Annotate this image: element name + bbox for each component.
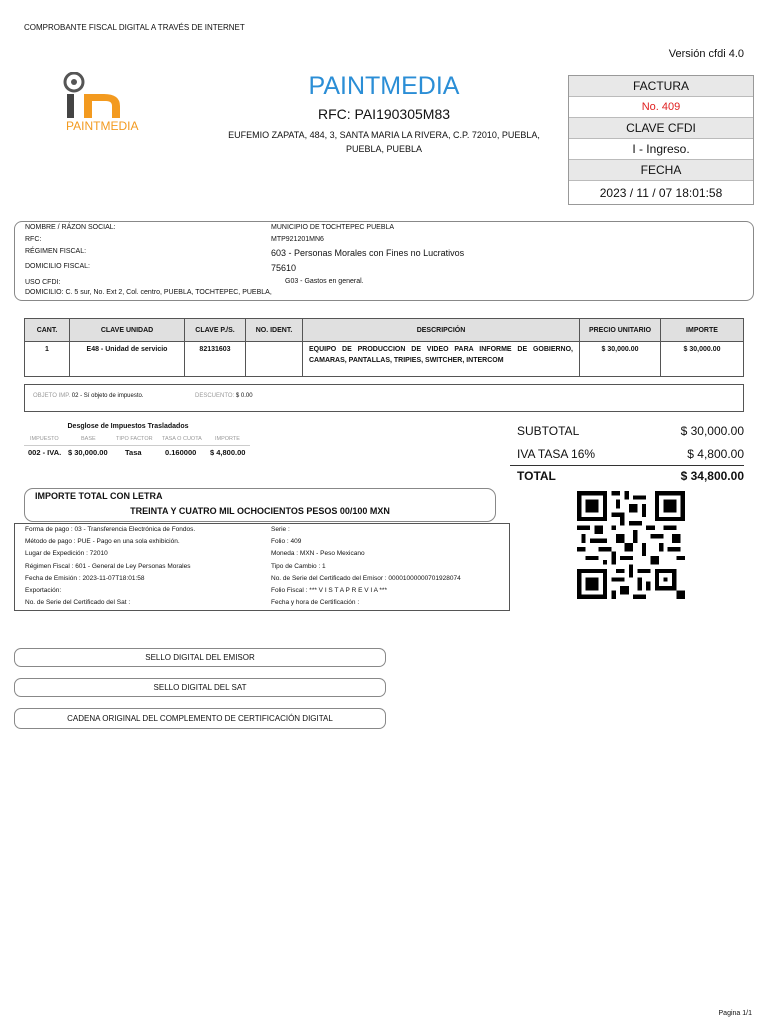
logo-text: PAINTMEDIA [66, 119, 139, 133]
items-header-row [25, 319, 744, 342]
taxes-title: Desglose de Impuestos Trasladados [67, 423, 189, 430]
total-value: $ 34,800.00 [680, 469, 744, 483]
client-cp: 75610 [271, 263, 297, 273]
client-rfc: MTP921201MN6 [271, 236, 324, 243]
clave-cfdi-value: I - Ingreso. [569, 139, 753, 160]
col-importe: IMPORTE [661, 319, 744, 342]
detail-moneda: Moneda : MXN - Peso Mexicano [271, 550, 365, 558]
cell-importe: $ 30,000.00 [661, 342, 744, 377]
cell-cant: 1 [25, 342, 70, 377]
col-descripcion: DESCRIPCIÓN [303, 319, 580, 342]
sello-emisor-section: SELLO DIGITAL DEL EMISOR [14, 648, 386, 667]
details-right [271, 524, 461, 609]
document-title: COMPROBANTE FISCAL DIGITAL A TRAVÉS DE INTERNET [24, 23, 245, 32]
fecha-label: FECHA [569, 160, 753, 181]
iva-value: $ 4,800.00 [687, 447, 744, 461]
label-uso-cfdi: USO CFDI: [25, 279, 61, 286]
page-number: Pagina 1/1 [718, 1010, 752, 1017]
company-name: PAINTMEDIA [308, 72, 460, 100]
detail-regimen-fiscal: Régimen Fiscal : 601 - General de Ley Personas Morales [25, 562, 191, 570]
cell-descripcion: EQUIPO DE PRODUCCION DE VIDEO PARA INFORME DE GOBIERNO, CAMARAS, PANTALLAS, TRIPIES, SWITCHER, INTERCOM [303, 342, 580, 377]
label-regimen: RÉGIMEN FISCAL: [25, 248, 87, 255]
detail-serie-emisor: No. de Serie del Certificado del Emisor : 00001000000701928074 [271, 574, 461, 582]
col-no-ident: NO. IDENT. [246, 319, 303, 342]
importe-letra-box [24, 488, 496, 522]
invoice-type: FACTURA [569, 76, 753, 97]
company-logo [62, 72, 152, 134]
col-clave-unidad: CLAVE UNIDAD [70, 319, 185, 342]
invoice-number: No. 409 [569, 97, 753, 118]
label-domicilio-fiscal: DOMICILIO FISCAL: [25, 263, 90, 270]
fecha-value: 2023 / 11 / 07 18:01:58 [599, 186, 723, 200]
detail-tipo-cambio: Tipo de Cambio : 1 [271, 562, 326, 570]
client-domicilio: DOMICILIO: C. 5 sur, No. Ext 2, Col. centro, PUEBLA, TOCHTEPEC, PUEBLA, [25, 289, 272, 296]
sello-sat-section: SELLO DIGITAL DEL SAT [14, 678, 386, 697]
client-name: MUNICIPIO DE TOCHTEPEC PUEBLA [271, 224, 395, 231]
logo-mark-icon [62, 72, 152, 120]
detail-fecha-emision: Fecha de Emisión : 2023-11-07T18:01:58 [25, 574, 145, 582]
detail-fecha-certificacion: Fecha y hora de Certificación : [271, 599, 360, 607]
subtotal-label: SUBTOTAL [517, 424, 580, 438]
totals-divider [510, 465, 744, 466]
taxes-header-row: IMPUESTO BASE TIPO FACTOR TASA O CUOTA IMPORTE [24, 436, 250, 446]
cell-clave-unidad: E48 - Unidad de servicio [70, 342, 185, 377]
cell-no-ident [246, 342, 303, 377]
objeto-impuesto: OBJETO IMP. 02 - Sí objeto de impuesto. [33, 393, 144, 399]
details-left [25, 524, 195, 609]
col-precio: PRECIO UNITARIO [580, 319, 661, 342]
cadena-original-section: CADENA ORIGINAL DEL COMPLEMENTO DE CERTIFICACIÓN DIGITAL [14, 708, 386, 729]
total-label: TOTAL [517, 469, 556, 483]
detail-exportacion: Exportación: [25, 587, 62, 595]
detail-serie-sat: No. de Serie del Certificado del Sat : [25, 599, 131, 607]
cell-precio: $ 30,000.00 [580, 342, 661, 377]
col-clave-ps: CLAVE P./S. [185, 319, 246, 342]
objeto-impuesto-bar [24, 384, 744, 412]
cell-clave-ps: 82131603 [185, 342, 246, 377]
detail-forma-pago: Forma de pago : 03 - Transferencia Electrónica de Fondos. [25, 526, 196, 533]
table-row [25, 342, 744, 377]
importe-letra-value: TREINTA Y CUATRO MIL OCHOCIENTOS PESOS 00/100 MXN [130, 506, 390, 516]
cfdi-version: Versión cfdi 4.0 [668, 48, 744, 60]
details-box [14, 523, 510, 611]
detail-folio-fiscal: Folio Fiscal : *** V I S T A P R E V I A *** [271, 587, 387, 595]
client-info-box [14, 221, 754, 301]
company-address-line2: PUEBLA, PUEBLA [345, 144, 423, 154]
clave-cfdi-label: CLAVE CFDI [569, 118, 753, 139]
col-cant: CANT. [25, 319, 70, 342]
detail-metodo-pago: Método de pago : PUE - Pago en una sola exhibición. [25, 538, 180, 546]
taxes-row: 002 - IVA. $ 30,000.00 Tasa 0.160000 $ 4,800.00 [28, 448, 246, 457]
client-regimen: 603 - Personas Morales con Fines no Lucrativos [271, 248, 465, 258]
client-uso-cfdi: G03 - Gastos en general. [285, 278, 364, 285]
detail-serie: Serie : [271, 526, 290, 533]
invoice-info-box [568, 75, 754, 205]
label-nombre: NOMBRE / RÁZON SOCIAL: [25, 224, 116, 231]
descuento: DESCUENTO: $ 0.00 [195, 393, 253, 399]
detail-lugar-expedicion: Lugar de Expedición : 72010 [25, 550, 108, 558]
iva-label: IVA TASA 16% [517, 447, 596, 461]
items-table [24, 318, 744, 377]
subtotal-value: $ 30,000.00 [680, 424, 744, 438]
label-rfc: RFC: [25, 236, 42, 243]
importe-letra-label: IMPORTE TOTAL CON LETRA [35, 491, 163, 501]
qr-code-icon [577, 489, 685, 601]
company-address-line1: EUFEMIO ZAPATA, 484, 3, SANTA MARIA LA RIVERA, C.P. 72010, PUEBLA, [228, 130, 540, 140]
company-rfc: RFC: PAI190305M83 [317, 106, 451, 122]
detail-folio: Folio : 409 [271, 538, 302, 546]
